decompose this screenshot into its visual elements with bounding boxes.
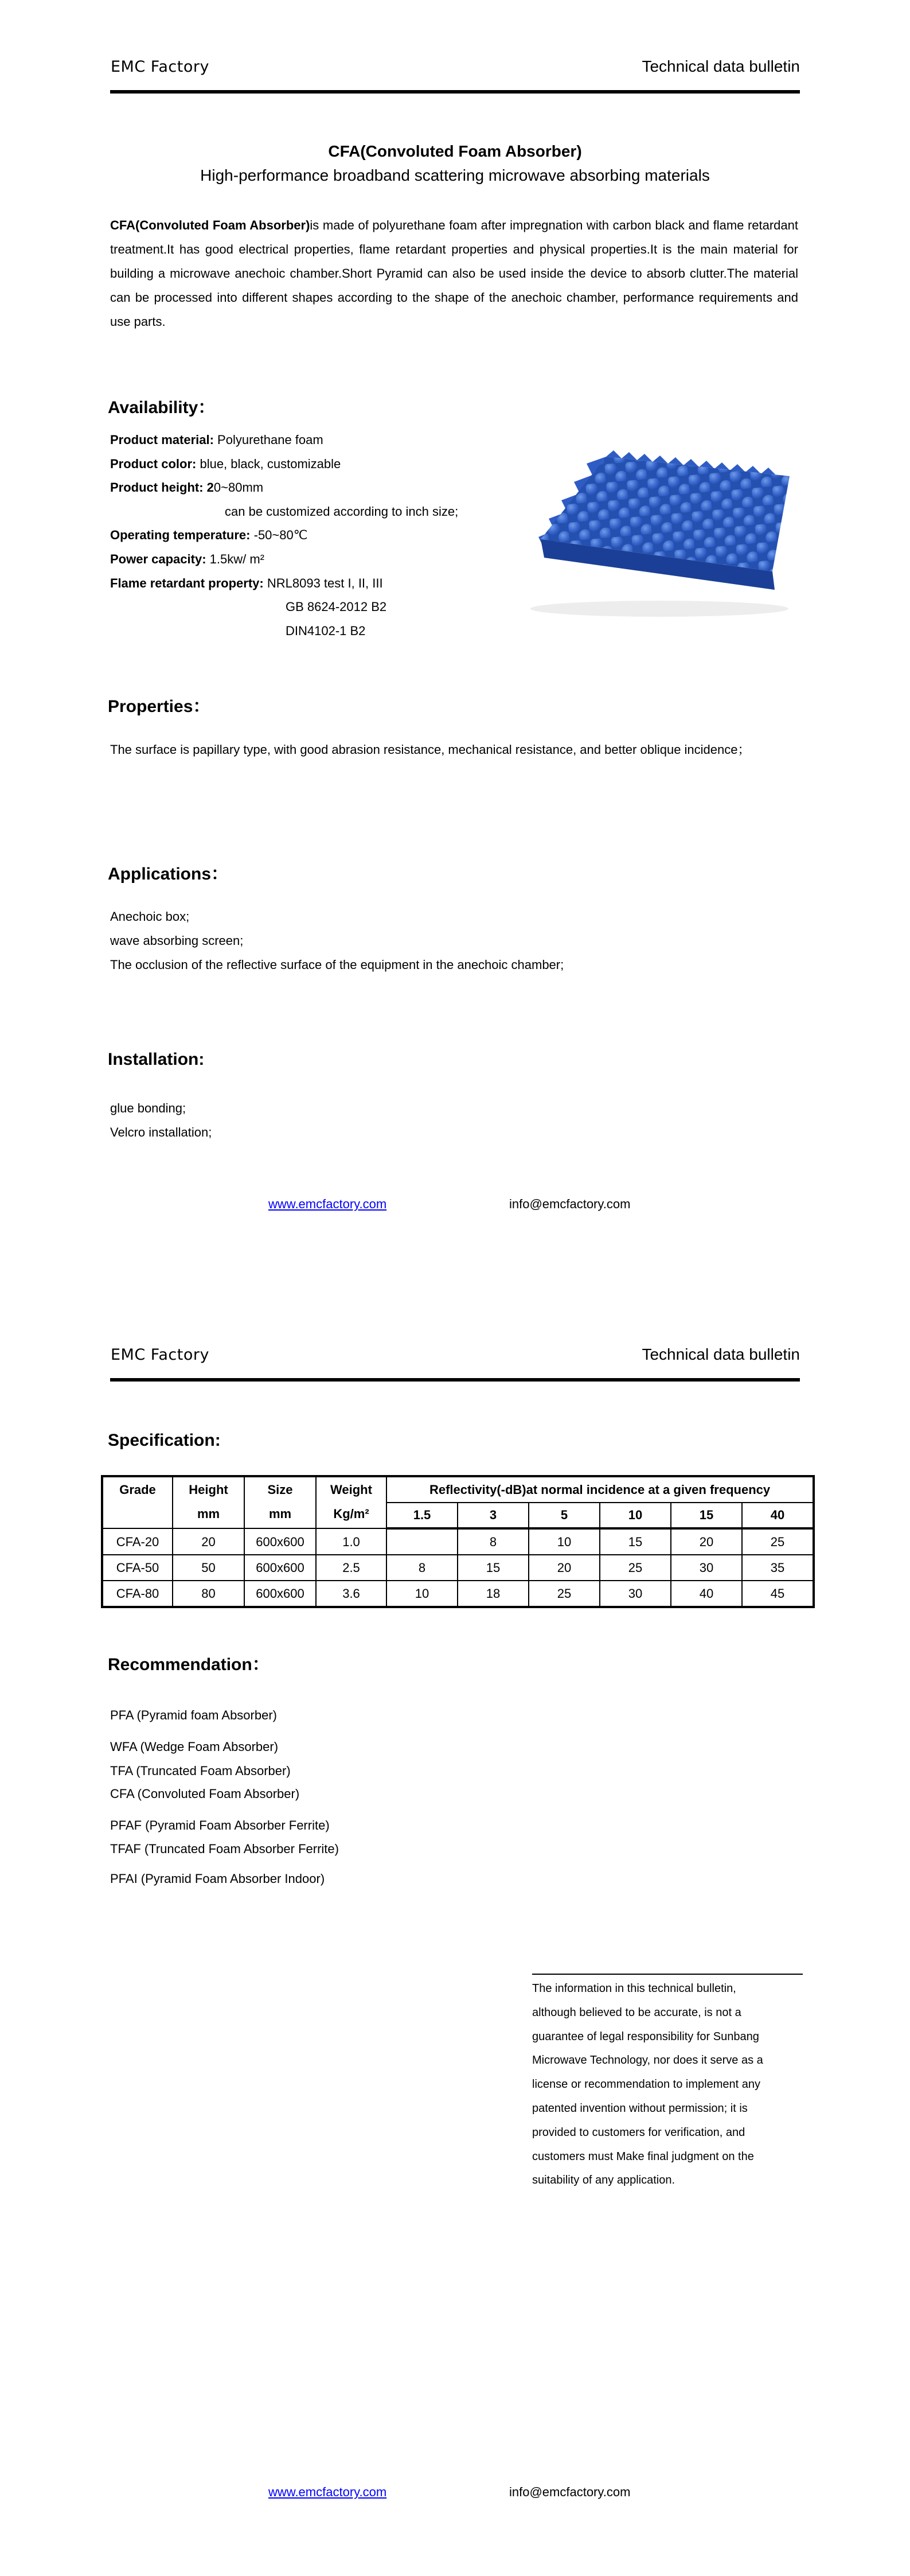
installation-item: glue bonding; (110, 1101, 186, 1115)
disclaimer-line: customers must Make final judgment on the (532, 2150, 754, 2163)
spec-freq: 40 (742, 1503, 814, 1528)
spec-header-row-1 (102, 1476, 814, 1503)
page1-header-title: Technical data bulletin (642, 57, 800, 75)
properties-heading: Properties： (108, 697, 210, 716)
availability-row-material: Product material: Polyurethane foam (110, 433, 323, 447)
legal-disclaimer (532, 1974, 803, 2193)
spec-cell-reflectivity: 8 (458, 1528, 529, 1555)
recommendation-item: PFAI (Pyramid Foam Absorber Indoor) (110, 1871, 325, 1886)
spec-data-row-cfa20 (102, 1528, 814, 1555)
document-title: CFA(Convoluted Foam Absorber) (328, 142, 582, 160)
spec-cell-weight: 3.6 (316, 1581, 386, 1607)
availability-row-power: Power capacity: 1.5kw/ m² (110, 551, 264, 566)
spec-cell-grade: CFA-80 (102, 1581, 173, 1607)
spec-cell-weight: 2.5 (316, 1555, 386, 1581)
disclaimer-line: Microwave Technology, nor does it serve as a (532, 2054, 763, 2067)
recommendation-item: TFAF (Truncated Foam Absorber Ferrite) (110, 1842, 339, 1856)
intro-lead-bold: CFA(Convoluted Foam Absorber) (110, 218, 310, 232)
availability-list (110, 428, 546, 643)
recommendation-heading: Recommendation： (108, 1655, 270, 1674)
installation-heading: Installation: (108, 1050, 205, 1069)
foam-shadow (530, 601, 788, 617)
spec-freq: 3 (458, 1503, 529, 1528)
spec-cell-reflectivity (386, 1528, 458, 1555)
availability-row-gb-standard: GB 8624-2012 B2 (286, 600, 387, 614)
availability-row-color: Product color: blue, black, customizable (110, 456, 341, 471)
website-link[interactable]: www.emcfactory.com (268, 1197, 387, 1211)
spec-cell-reflectivity: 15 (458, 1555, 529, 1581)
availability-row-custom-size: can be customized according to inch size; (225, 504, 459, 519)
disclaimer-line: provided to customers for verification, and (532, 2126, 745, 2139)
spec-freq: 15 (671, 1503, 742, 1528)
recommendation-item: TFA (Truncated Foam Absorber) (110, 1764, 291, 1778)
application-item: The occlusion of the reflective surface of the equipment in the anechoic chamber; (110, 958, 564, 972)
spec-data-row-cfa50 (102, 1555, 814, 1581)
spec-cell-weight: 1.0 (316, 1528, 386, 1555)
spec-cell-height: 50 (173, 1555, 244, 1581)
application-item: Anechoic box; (110, 909, 190, 924)
application-item: wave absorbing screen; (110, 933, 244, 948)
specification-table (101, 1475, 815, 1608)
website-link[interactable]: www.emcfactory.com (268, 2485, 387, 2499)
page1-header-rule (110, 90, 800, 94)
availability-row-din-standard: DIN4102-1 B2 (286, 623, 366, 638)
spec-freq: 1.5 (386, 1503, 458, 1528)
spec-col-height: Height mm (173, 1476, 244, 1528)
document-subtitle: High-performance broadband scattering microwave absorbing materials (200, 166, 710, 184)
spec-cell-reflectivity: 10 (529, 1528, 600, 1555)
availability-row-height: Product height: 20~80mm (110, 480, 264, 495)
recommendation-item: WFA (Wedge Foam Absorber) (110, 1740, 279, 1754)
spec-cell-grade: CFA-20 (102, 1528, 173, 1555)
disclaimer-line: although believed to be accurate, is not a (532, 2006, 741, 2019)
spec-cell-reflectivity: 25 (742, 1528, 814, 1555)
company-logo: EMC Factory (111, 1346, 209, 1364)
spec-freq: 10 (600, 1503, 671, 1528)
spec-cell-reflectivity: 10 (386, 1581, 458, 1607)
page2-header-title: Technical data bulletin (642, 1345, 800, 1363)
spec-cell-reflectivity: 20 (529, 1555, 600, 1581)
disclaimer-line: guarantee of legal responsibility for Sunbang (532, 2030, 759, 2043)
spec-cell-reflectivity: 15 (600, 1528, 671, 1555)
spec-reflectivity-header: Reflectivity(-dB)at normal incidence at a given frequency (386, 1476, 814, 1503)
spec-cell-size: 600x600 (244, 1528, 316, 1555)
spec-data-row-cfa80 (102, 1581, 814, 1607)
spec-freq: 5 (529, 1503, 600, 1528)
installation-list (110, 1096, 212, 1145)
intro-paragraph (110, 213, 798, 334)
availability-row-temperature: Operating temperature: -50~80℃ (110, 528, 308, 543)
spec-cell-reflectivity: 25 (529, 1581, 600, 1607)
spec-col-weight: Weight Kg/m² (316, 1476, 386, 1528)
applications-heading: Applications： (108, 865, 229, 884)
disclaimer-line: license or recommendation to implement any (532, 2078, 760, 2091)
spec-cell-reflectivity: 18 (458, 1581, 529, 1607)
convoluted-foam-image (519, 435, 806, 624)
spec-cell-reflectivity: 20 (671, 1528, 742, 1555)
spec-cell-reflectivity: 30 (671, 1555, 742, 1581)
recommendation-item: PFA (Pyramid foam Absorber) (110, 1708, 277, 1722)
recommendation-item: CFA (Convoluted Foam Absorber) (110, 1787, 300, 1801)
installation-item: Velcro installation; (110, 1125, 212, 1139)
page2-header-rule (110, 1378, 800, 1382)
spec-cell-size: 600x600 (244, 1555, 316, 1581)
company-logo: EMC Factory (111, 58, 209, 76)
spec-col-grade: Grade (102, 1476, 173, 1528)
spec-cell-reflectivity: 45 (742, 1581, 814, 1607)
recommendation-item: PFAF (Pyramid Foam Absorber Ferrite) (110, 1818, 330, 1832)
availability-heading: Availability： (108, 398, 216, 417)
applications-list (110, 905, 564, 977)
spec-col-size: Size mm (244, 1476, 316, 1528)
spec-cell-reflectivity: 25 (600, 1555, 671, 1581)
spec-cell-reflectivity: 40 (671, 1581, 742, 1607)
disclaimer-line: The information in this technical bulletin, (532, 1982, 736, 1995)
spec-cell-reflectivity: 35 (742, 1555, 814, 1581)
email-text: info@emcfactory.com (509, 2485, 631, 2499)
spec-cell-size: 600x600 (244, 1581, 316, 1607)
spec-cell-grade: CFA-50 (102, 1555, 173, 1581)
spec-cell-reflectivity: 8 (386, 1555, 458, 1581)
availability-row-flame: Flame retardant property: NRL8093 test I, II, III (110, 575, 383, 590)
properties-text: The surface is papillary type, with good abrasion resistance, mechanical resistance, and better oblique incidence； (110, 742, 751, 757)
intro-body-text: is made of polyurethane foam after impregnation with carbon black and flame retardant treatment.It has good electrical properties, flame retardant properties and physical properties.It is the main material for building a microwave anechoic chamber.Short Pyramid can also be used inside the device to absorb clutter.The material can be processed into different shapes according to the shape of the anechoic chamber, performance requirements and use parts. (110, 218, 799, 329)
disclaimer-line: suitability of any application. (532, 2174, 675, 2187)
disclaimer-line: patented invention without permission; it is (532, 2102, 748, 2115)
spec-cell-height: 80 (173, 1581, 244, 1607)
spec-cell-height: 20 (173, 1528, 244, 1555)
specification-heading: Specification: (108, 1431, 221, 1450)
email-text: info@emcfactory.com (509, 1197, 631, 1211)
recommendation-list (110, 1707, 339, 1887)
spec-cell-reflectivity: 30 (600, 1581, 671, 1607)
